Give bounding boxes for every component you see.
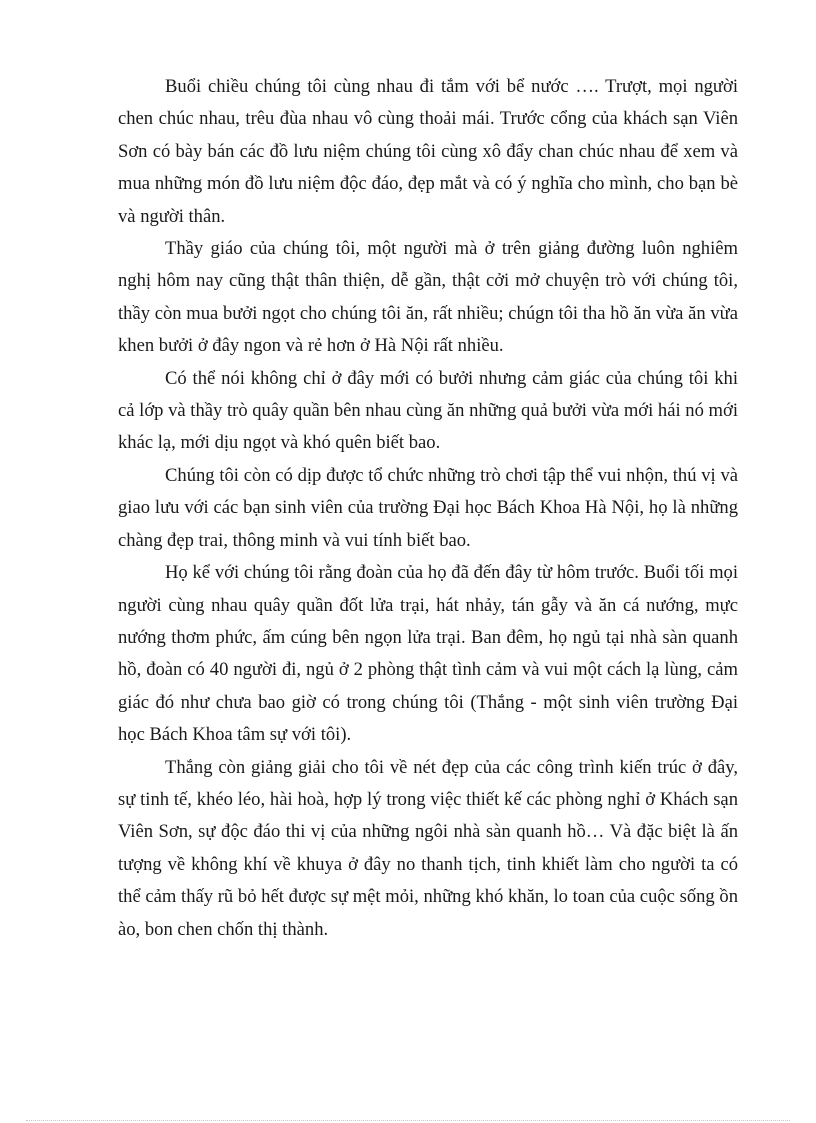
paragraph-3: Có thể nói không chỉ ở đây mới có bưởi nhưng cảm giác của chúng tôi khi cả lớp và thầy trò quây quần bên nhau cùng ăn những quả bưởi vừa mới hái nó mới khác lạ, mới dịu ngọt và khó quên biết bao. <box>118 367 739 454</box>
document-body <box>118 71 738 946</box>
paragraph-1: Buổi chiều chúng tôi cùng nhau đi tắm với bể nước …. Trượt, mọi người chen chúc nhau, trêu đùa nhau vô cùng thoải mái. Trước cổng của khách sạn Viên Sơn có bày bán các đồ lưu niệm chúng tôi cùng xô đẩy chan chúc nhau để xem và mua những món đồ lưu niệm độc đáo, đẹp mắt và có ý nghĩa cho mình, cho bạn bè và người thân. <box>118 76 738 227</box>
paragraph-6: Thắng còn giảng giải cho tôi về nét đẹp của các công trình kiến trúc ở đây, sự tinh tế, khéo léo, hài hoà, hợp lý trong việc thiết kế các phòng nghỉ ở Khách sạn Viên Sơn, sự độc đáo thi vị của những ngôi nhà sàn quanh hồ… Và đặc biệt là ấn tượng về không khí về khuya ở đây no thanh tịch, tinh khiết làm cho người ta có thể cảm thấy rũ bỏ hết được sự mệt mỏi, những khó khăn, lo toan của cuộc sống ồn ào, bon chen chốn thị thành. <box>118 756 738 940</box>
paragraph-2: Thầy giáo của chúng tôi, một người mà ở trên giảng đường luôn nghiêm nghị hôm nay cũng thật thân thiện, dễ gần, thật cởi mở chuyện trò với chúng tôi, thầy còn mua bưởi ngọt cho chúng tôi ăn, rất nhiều; chúgn tôi tha hồ ăn vừa ăn vừa khen bưởi ở đây ngon và rẻ hơn ở Hà Nội rất nhiều. <box>118 238 738 357</box>
paragraph-4: Chúng tôi còn có dịp được tổ chức những trò chơi tập thể vui nhộn, thú vị và giao lưu với các bạn sinh viên của trường Đại học Bách Khoa Hà Nội, họ là những chàng đẹp trai, thông minh và vui tính biết bao. <box>118 464 738 551</box>
page-bottom-divider <box>26 1120 790 1121</box>
paragraph-5: Họ kể với chúng tôi rằng đoàn của họ đã đến đây từ hôm trước. Buổi tối mọi người cùng nhau quây quần đốt lửa trại, hát nhảy, tán gẫy và ăn cá nướng, mực nướng thơm phức, ấm cúng bên ngọn lửa trại. Ban đêm, họ ngủ tại nhà sàn quanh hồ, đoàn có 40 người đi, ngủ ở 2 phòng thật tình cảm và vui một cách lạ lùng, cảm giác đó như chưa bao giờ có trong chúng tôi (Thắng - một sinh viên trường Đại học Bách Khoa tâm sự với tôi). <box>118 562 738 746</box>
